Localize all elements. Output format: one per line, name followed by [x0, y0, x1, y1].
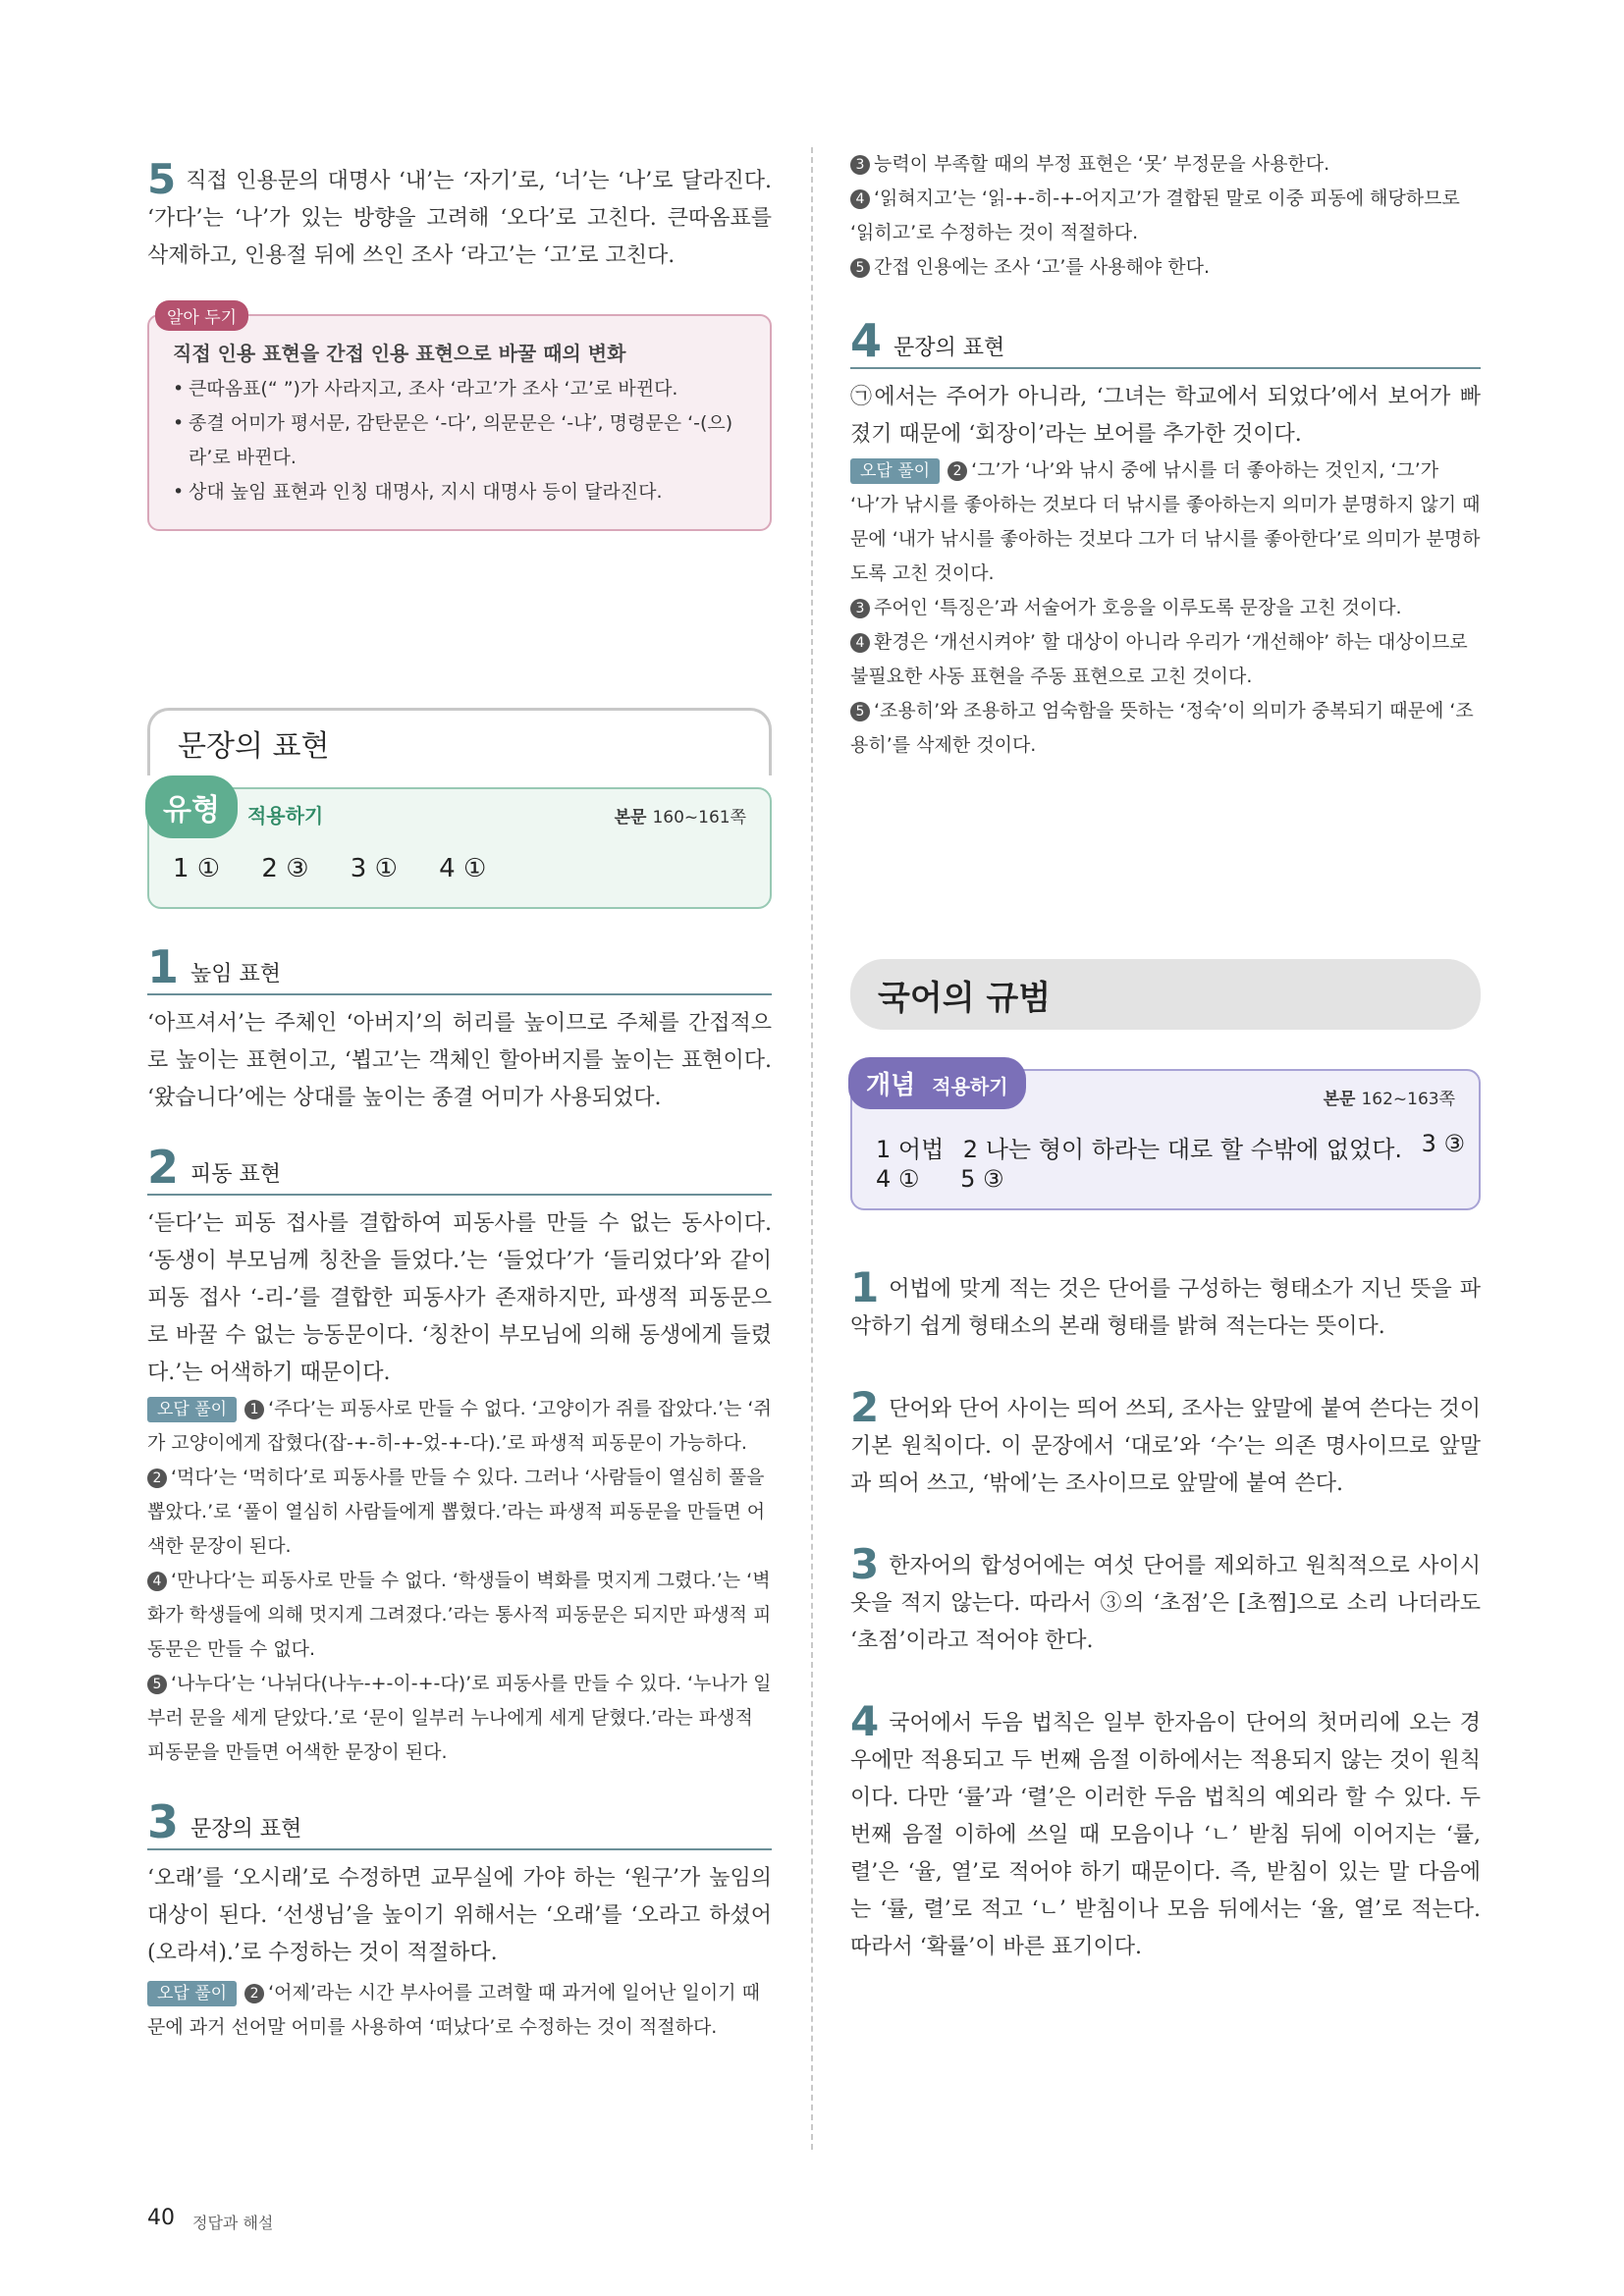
answer-box-label: [145, 775, 323, 838]
choice-number-icon: 4: [850, 189, 870, 209]
choice-number-icon: 4: [147, 1572, 167, 1591]
answer-item: 2 나는 형이 하라는 대로 할 수밖에 없었다.: [962, 1136, 1403, 1163]
answer-number: 4: [850, 1697, 880, 1745]
answer-item: 4 ①: [876, 1165, 920, 1193]
choice-number-icon: 1: [244, 1400, 264, 1419]
note-title: 직접 인용 표현을 간접 인용 표현으로 바꿀 때의 변화: [173, 342, 626, 365]
wrong-answer-item: 4 ‘만나다’는 피동사로 만들 수 없다. ‘학생들이 벽화를 멋지게 그렸다.’는 ‘벽화가 학생들에 의해 멋지게 그려졌다.’라는 통사적 피동문은 되지만 파생적 피동문은 만들 수 없다.: [147, 1570, 772, 1660]
wrong-answer-badge: 오답 풀이: [147, 1397, 237, 1422]
choice-number-icon: 2: [244, 1984, 264, 2003]
page-reference: 본문 160~161쪽: [614, 808, 746, 828]
note-item: • 큰따옴표(“ ”)가 사라지고, 조사 ‘라고’가 조사 ‘고’로 바뀐다.: [173, 372, 746, 406]
footer-label: 정답과 해설: [192, 2214, 274, 2232]
answer-number: 3: [850, 1540, 880, 1588]
note-list: [173, 372, 746, 509]
choice-number-icon: 2: [147, 1468, 167, 1488]
section-title: 국어의 규범: [878, 978, 1052, 1018]
carry-over-wrong-answers: [850, 147, 1481, 285]
wrong-answer-item: 오답 풀이 2 ‘어제’라는 시간 부사어를 고려할 때 과거에 일어난 일이기 때문에 과거 선어말 어미를 사용하여 ‘떠났다’로 수정하는 것이 적절하다.: [147, 1982, 760, 2038]
wrong-answer-badge: 오답 풀이: [147, 1981, 237, 2006]
question-number: 2: [147, 1141, 180, 1194]
question-3-explanation: ‘오래’를 ‘오시래’로 수정하면 교무실에 가야 하는 ‘원구’가 높임의 대상이 된다. ‘선생님’을 높이기 위해서는 ‘오래’를 ‘오라고 하셨어(오라셔).’로 수정하는 것이 적절하다.: [147, 1866, 772, 1965]
choice-number-icon: 3: [850, 599, 870, 618]
choice-number-icon: 5: [850, 258, 870, 278]
wrong-answer-item: 오답 풀이 1 ‘주다’는 피동사로 만들 수 없다. ‘고양이가 쥐를 잡았다.’는 ‘쥐가 고양이에게 잡혔다(잡-+-히-+-었-+-다).’로 파생적 피동문이 가능하다.: [147, 1398, 772, 1454]
answer-row-1: [876, 1130, 1465, 1164]
norm-1-explanation: 1 어법에 맞게 적는 것은 단어를 구성하는 형태소가 지닌 뜻을 파악하기 쉽게 형태소의 본래 형태를 밝혀 적는다는 뜻이다.: [850, 1263, 1481, 1339]
question-2-explanation: ‘듣다’는 피동 접사를 결합하여 피동사를 만들 수 없는 동사이다. ‘동생이 부모님께 칭찬을 들었다.’는 ‘들었다’가 ‘들리었다’와 같이 피동 접사 ‘-리-’를 결합한 피동사가 존재하지만, 파생적 피동문으로 바꿀 수 없는 능동문이다. ‘칭찬이 부모님에 의해 동생에게 들렸다.’는 어색하기 때문이다.: [147, 1211, 772, 1385]
question-1-explanation: ‘아프셔서’는 주체인 ‘아버지’의 허리를 높이므로 주체를 간접적으로 높이는 표현이고, ‘뵙고’는 객체인 할아버지를 높이는 표현이다. ‘왔습니다’에는 상대를 높이는 종결 어미가 사용되었다.: [147, 1011, 772, 1110]
section-header-korean-norms: [850, 959, 1481, 1030]
answer-item: 3 ③: [1421, 1130, 1465, 1157]
answer-box-label: [848, 1057, 1026, 1109]
question-title: 피동 표현: [190, 1162, 282, 1187]
answer-item: 1 어법: [876, 1136, 945, 1163]
wrong-answer-item: 3 주어인 ‘특징은’과 서술어가 호응을 이루도록 문장을 고친 것이다.: [850, 591, 1481, 625]
note-tab: 알아 두기: [155, 300, 248, 331]
answer-number: 1: [850, 1263, 880, 1311]
answer-item: 5 ③: [960, 1165, 1004, 1193]
answer-row-2: [876, 1165, 1037, 1193]
answer-5-explanation: 5 직접 인용문의 대명사 ‘내’는 ‘자기’로, ‘너’는 ‘나’로 달라진다. ‘가다’는 ‘나’가 있는 방향을 고려해 ‘오다’로 고친다. 큰따옴표를 삭제하고, 인용절 뒤에 쓰인 조사 ‘라고’는 ‘고’로 고친다.: [147, 155, 772, 268]
answer-list: [173, 854, 519, 883]
choice-number-icon: 3: [850, 155, 870, 175]
answer-box-kind: 적용하기: [932, 1075, 1008, 1098]
answer-item: 3 ①: [350, 854, 398, 883]
question-2-wrong-answers: [147, 1392, 772, 1770]
wrong-answer-item: 3 능력이 부족할 때의 부정 표현은 ‘못’ 부정문을 사용한다.: [850, 147, 1481, 182]
norm-4-explanation: 4 국어에서 두음 법칙은 일부 한자음이 단어의 첫머리에 오는 경우에만 적용되고 두 번째 음절 이하에서는 적용되지 않는 것이 원칙이다. 다만 ‘률’과 ‘렬’은 이러한 두음 법칙의 예외라 할 수 있다. 두 번째 음절 이하에 쓰일 때 모음이나 ‘ㄴ’ 받침 뒤에 이어지는 ‘률, 렬’은 ‘율, 열’로 적어야 하기 때문이다. 즉, 받침이 있는 말 다음에는 ‘률, 렬’로 적고 ‘ㄴ’ 받침이나 모음 뒤에서는 ‘율, 열’로 적는다. 따라서 ‘확률’이 바른 표기이다.: [850, 1697, 1481, 1959]
choice-number-icon: 2: [947, 461, 967, 481]
question-4-wrong-answers: [850, 454, 1481, 763]
answer-item: 2 ③: [261, 854, 309, 883]
left-column: [147, 147, 772, 2045]
question-title: 높임 표현: [190, 962, 282, 987]
page-number: 40: [147, 2206, 175, 2230]
question-1-header: [147, 940, 772, 995]
column-divider: [811, 147, 813, 2150]
answer-box-kind: 적용하기: [246, 803, 324, 828]
choice-number-icon: 5: [147, 1675, 167, 1694]
section-header-sentence-expression: [147, 708, 772, 775]
type-bubble: 유형: [145, 775, 238, 838]
note-item: • 종결 어미가 평서문, 감탄문은 ‘-다’, 의문문은 ‘-냐’, 명령문은 ‘-(으)라’로 바뀐다.: [173, 406, 746, 475]
wrong-answer-item: 5 간접 인용에는 조사 ‘고’를 사용해야 한다.: [850, 250, 1481, 285]
wrong-answer-item: 4 환경은 ‘개선시켜야’ 할 대상이 아니라 우리가 ‘개선해야’ 하는 대상이므로 불필요한 사동 표현을 주동 표현으로 고친 것이다.: [850, 631, 1468, 687]
note-box: [147, 308, 772, 531]
answer-box-type: [147, 787, 772, 909]
note-item: • 상대 높임 표현과 인칭 대명사, 지시 대명사 등이 달라진다.: [173, 475, 746, 509]
concept-bubble: 개념 적용하기: [848, 1057, 1026, 1109]
answer-number: 2: [850, 1383, 880, 1431]
wrong-answer-badge: 오답 풀이: [850, 458, 940, 484]
question-2-header: [147, 1141, 772, 1196]
section-title: 문장의 표현: [178, 729, 330, 764]
wrong-answer-item: 5 ‘조용히’와 조용하고 엄숙함을 뜻하는 ‘정숙’이 의미가 중복되기 때문에 ‘조용히’를 삭제한 것이다.: [850, 700, 1474, 756]
answer-item: 4 ①: [439, 854, 487, 883]
wrong-answer-item: 5 ‘나누다’는 ‘나뉘다(나누-+-이-+-다)’로 피동사를 만들 수 있다. ‘누나가 일부러 문을 세게 닫았다.’로 ‘문이 일부러 누나에게 세게 닫혔다.’라는 파생적 피동문을 만들면 어색한 문장이 된다.: [147, 1673, 772, 1763]
answer-box-concept: [850, 1069, 1481, 1210]
question-number: 3: [147, 1795, 180, 1848]
choice-number-icon: 5: [850, 702, 870, 721]
page-reference: 본문 162~163쪽: [1323, 1090, 1455, 1109]
answer-item: 1 ①: [173, 854, 221, 883]
answer-5-number: 5: [147, 155, 177, 203]
wrong-answer-item: 4 ‘읽혀지고’는 ‘읽-+-히-+-어지고’가 결합된 말로 이중 피동에 해당하므로 ‘읽히고’로 수정하는 것이 적절하다.: [850, 187, 1460, 243]
wrong-answer-item: 2 ‘먹다’는 ‘먹히다’로 피동사를 만들 수 있다. 그러나 ‘사람들이 열심히 풀을 뽑았다.’로 ‘풀이 열심히 사람들에게 뽑혔다.’라는 파생적 피동문을 만들면 어색한 문장이 된다.: [147, 1467, 766, 1557]
wrong-answer-item: 오답 풀이 2 ‘그’가 ‘나’와 낚시 중에 낚시를 더 좋아하는 것인지, ‘그’가 ‘나’가 낚시를 좋아하는 것보다 더 낚시를 좋아하는지 의미가 분명하지 않기 때문에 ‘내가 낚시를 좋아하는 것보다 그가 더 낚시를 좋아한다’로 의미가 분명하도록 고친 것이다.: [850, 459, 1481, 584]
question-title: 문장의 표현: [893, 336, 1005, 360]
question-4-header: [850, 314, 1481, 369]
question-3-header: [147, 1795, 772, 1850]
question-title: 문장의 표현: [190, 1817, 302, 1842]
question-number: 4: [850, 314, 883, 367]
question-number: 1: [147, 940, 180, 993]
choice-number-icon: 4: [850, 633, 870, 653]
norm-2-explanation: 2 단어와 단어 사이는 띄어 쓰되, 조사는 앞말에 붙여 쓴다는 것이 기본 원칙이다. 이 문장에서 ‘대로’와 ‘수’는 의존 명사이므로 앞말과 띄어 쓰고, ‘밖에’는 조사이므로 앞말에 붙여 쓴다.: [850, 1383, 1481, 1496]
norm-3-explanation: 3 한자어의 합성어에는 여섯 단어를 제외하고 원칙적으로 사이시옷을 적지 않는다. 따라서 ③의 ‘초점’은 [초쩜]으로 소리 나더라도 ‘초점’이라고 적어야 한다.: [850, 1540, 1481, 1653]
question-4-explanation: ㉠에서는 주어가 아니라, ‘그녀는 학교에서 되었다’에서 보어가 빠졌기 때문에 ‘회장이’라는 보어를 추가한 것이다.: [850, 385, 1481, 447]
right-column: [850, 147, 1481, 1966]
